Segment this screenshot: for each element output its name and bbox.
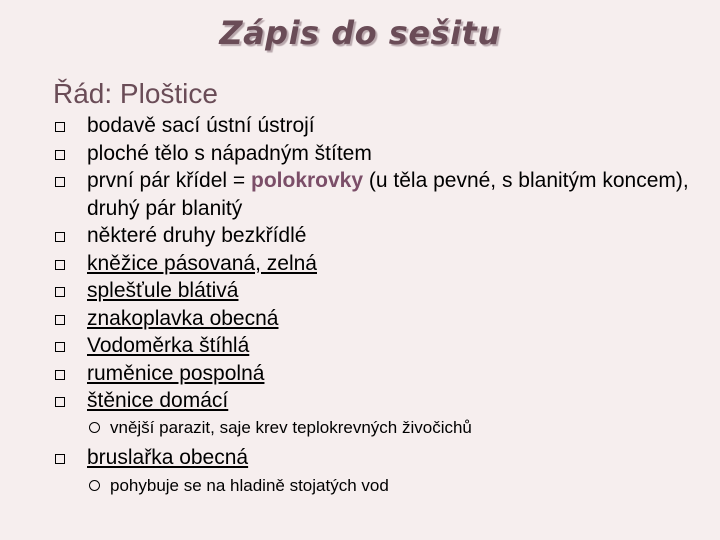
list-item	[53, 140, 713, 168]
list-item[interactable]	[53, 305, 713, 333]
species-link[interactable]: znakoplavka obecná	[87, 306, 279, 330]
circle-bullet-icon	[89, 480, 100, 491]
sub-item-text: vnější parazit, saje krev teplokrevných živočichů	[110, 417, 472, 437]
square-bullet-icon	[55, 122, 65, 132]
square-bullet-icon	[55, 260, 65, 270]
sub-list-item	[53, 415, 713, 441]
square-bullet-icon	[55, 232, 65, 242]
square-bullet-icon	[55, 454, 65, 464]
square-bullet-icon	[55, 315, 65, 325]
sub-list-item	[53, 473, 713, 499]
list-item[interactable]	[53, 387, 713, 415]
square-bullet-icon	[55, 342, 65, 352]
square-bullet-icon	[55, 287, 65, 297]
species-link[interactable]: bruslařka obecná	[87, 445, 249, 469]
species-link[interactable]: ruměnice pospolná	[87, 361, 265, 385]
list-item-text: (u těla pevné, s blanitým koncem), druhý pár blanitý	[87, 169, 689, 220]
species-link[interactable]: štěnice domácí	[87, 389, 229, 412]
section-heading: Řád: Ploštice	[53, 78, 218, 109]
list-item[interactable]	[53, 444, 713, 472]
square-bullet-icon	[55, 397, 65, 407]
list-item-text: některé druhy bezkřídlé	[87, 224, 307, 247]
circle-bullet-icon	[89, 422, 100, 433]
list-item[interactable]	[53, 250, 713, 278]
list-item[interactable]	[53, 360, 713, 388]
list-item[interactable]	[53, 332, 713, 360]
sub-item-text: pohybuje se na hladině stojatých vod	[110, 476, 389, 495]
species-link[interactable]: kněžice pásovaná, zelná	[87, 251, 317, 275]
list-item-text: ploché tělo s nápadným štítem	[87, 141, 372, 165]
list-item	[53, 112, 713, 140]
page-title: Zápis do sešitu	[219, 14, 501, 52]
list-item	[53, 222, 713, 250]
list-item-text: bodavě sací ústní ústrojí	[87, 114, 315, 137]
list-item-text: první pár křídel =	[87, 169, 251, 192]
square-bullet-icon	[55, 150, 65, 160]
species-link[interactable]: Vodoměrka štíhlá	[87, 334, 250, 357]
bullet-list	[53, 112, 713, 499]
species-link[interactable]: splešťule blátivá	[87, 279, 239, 302]
square-bullet-icon	[55, 177, 65, 187]
list-item[interactable]	[53, 277, 713, 305]
square-bullet-icon	[55, 370, 65, 380]
list-item	[53, 167, 713, 222]
highlight-term: polokrovky	[251, 169, 364, 192]
